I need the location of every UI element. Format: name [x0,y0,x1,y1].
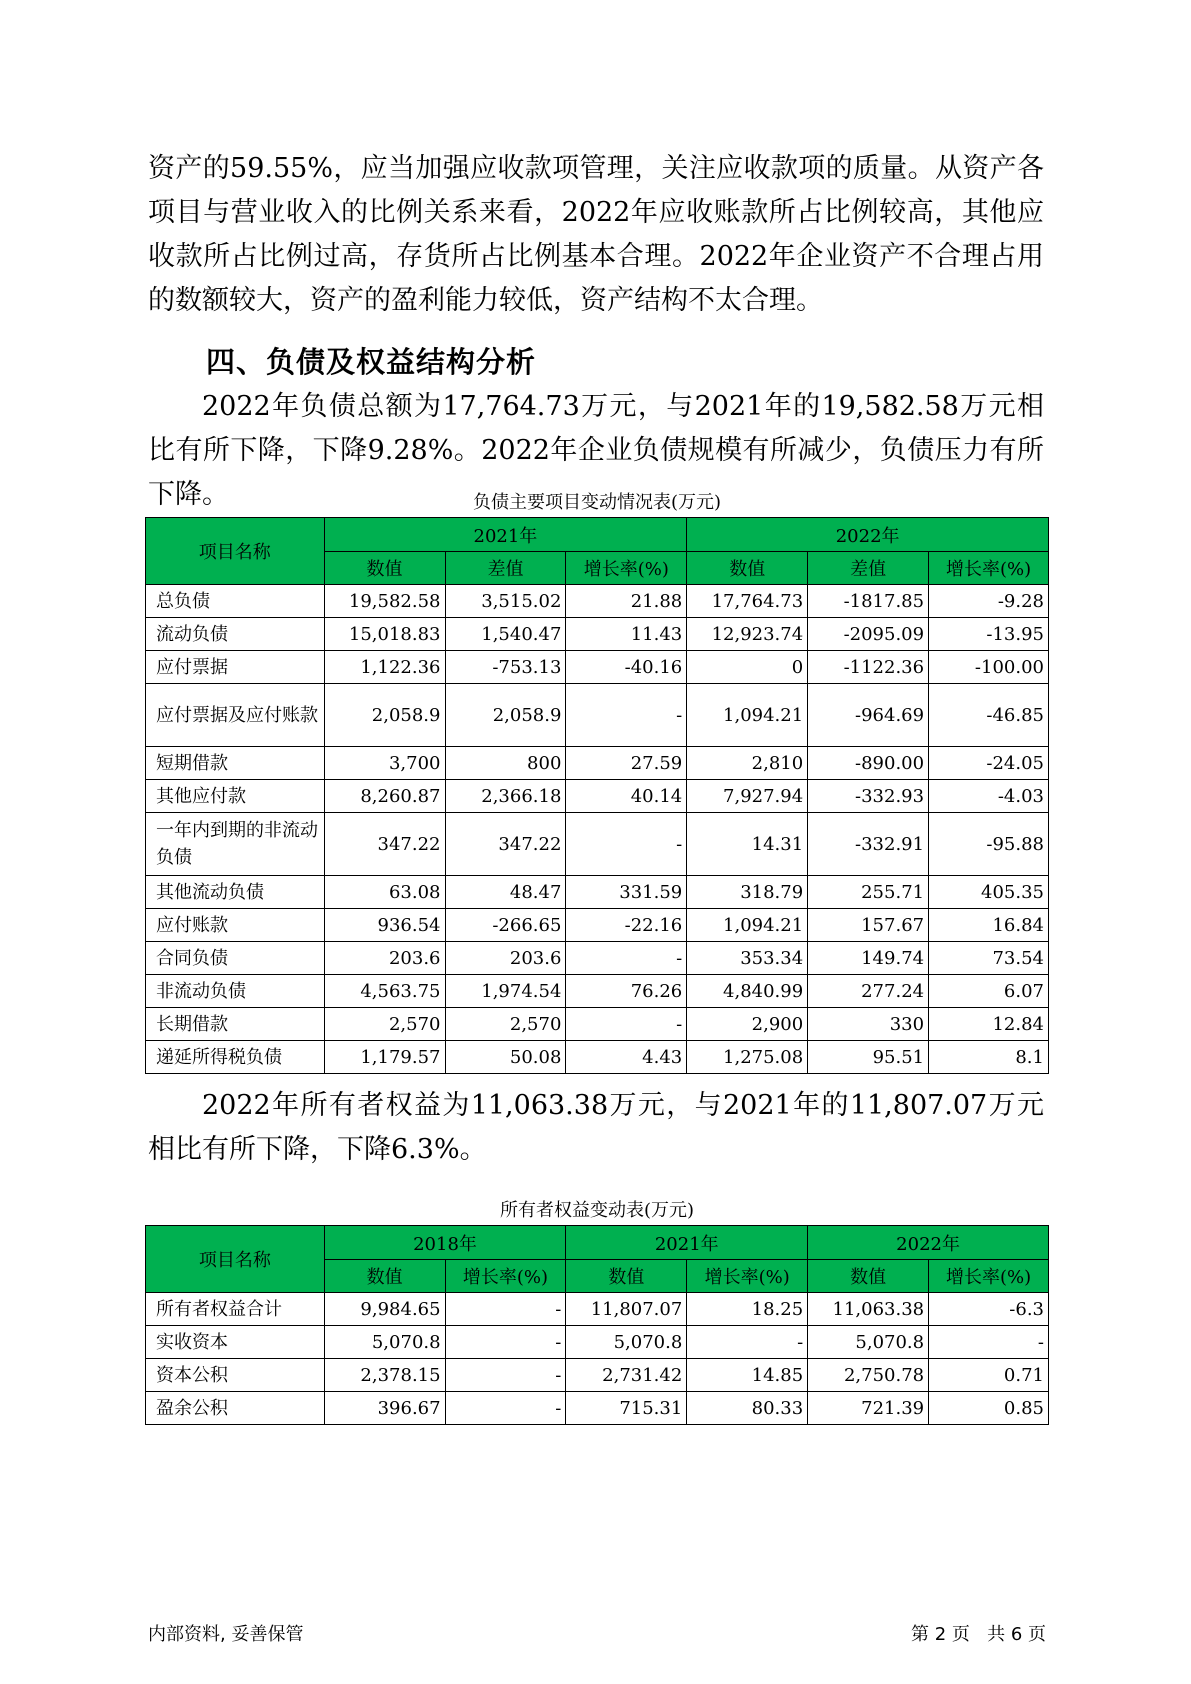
equity-table-caption: 所有者权益变动表(万元) [499,1200,695,1221]
table-cell: 396.67 [324,1392,445,1425]
table-cell: 2,058.9 [324,684,445,747]
table-cell: -46.85 [929,684,1049,747]
equity-table [145,1225,1049,1425]
table-cell: -1122.36 [808,651,929,684]
table-cell: 12.84 [929,1008,1049,1041]
table-cell: -266.65 [445,909,566,942]
row-item-name: 应付票据 [146,651,325,684]
column-header-year: 2021年 [324,518,687,552]
table-cell: 11,807.07 [566,1293,687,1326]
table-cell: -24.05 [929,747,1049,780]
column-header-growth-rate: 增长率(%) [566,552,687,585]
row-item-name: 总负债 [146,585,325,618]
table-cell: -100.00 [929,651,1049,684]
table-row [146,585,1049,618]
row-item-name: 所有者权益合计 [146,1293,325,1326]
table-cell: 27.59 [566,747,687,780]
table-cell: 95.51 [808,1041,929,1074]
table-cell: -964.69 [808,684,929,747]
column-header-growth-rate: 增长率(%) [445,1260,566,1293]
table-cell: 2,058.9 [445,684,566,747]
table-cell: - [445,1326,566,1359]
table-cell: - [445,1392,566,1425]
table-cell: -332.91 [808,813,929,876]
column-header-value: 数值 [808,1260,929,1293]
table-cell: 2,731.42 [566,1359,687,1392]
table-cell: -753.13 [445,651,566,684]
row-item-name: 递延所得税负债 [146,1041,325,1074]
table-cell: -4.03 [929,780,1049,813]
row-item-name: 合同负债 [146,942,325,975]
table-cell: 50.08 [445,1041,566,1074]
column-header-difference: 差值 [808,552,929,585]
table-cell: 16.84 [929,909,1049,942]
table-cell: -332.93 [808,780,929,813]
table-cell: 76.26 [566,975,687,1008]
table-cell: 405.35 [929,876,1049,909]
table-row [146,684,1049,747]
table-cell: 2,378.15 [324,1359,445,1392]
table-cell: 1,094.21 [687,684,808,747]
table-row [146,813,1049,876]
table-cell: 2,570 [324,1008,445,1041]
table-cell: -2095.09 [808,618,929,651]
table-cell: 40.14 [566,780,687,813]
table-cell: 14.85 [687,1359,808,1392]
table-cell: 5,070.8 [324,1326,445,1359]
table-cell: 3,700 [324,747,445,780]
table-cell: 6.07 [929,975,1049,1008]
table-cell: -95.88 [929,813,1049,876]
table-cell: - [566,813,687,876]
column-header-year: 2022年 [808,1226,1049,1260]
column-header-item-name: 项目名称 [146,518,325,585]
table-cell: - [687,1326,808,1359]
table-cell: 1,094.21 [687,909,808,942]
table-cell: 318.79 [687,876,808,909]
table-row [146,909,1049,942]
table-cell: 14.31 [687,813,808,876]
column-header-difference: 差值 [445,552,566,585]
column-header-year: 2021年 [566,1226,808,1260]
column-header-growth-rate: 增长率(%) [929,552,1049,585]
column-header-value: 数值 [324,552,445,585]
table-cell: 2,570 [445,1008,566,1041]
footer-page-number: 第 2 页 共 6 页 [911,1624,1046,1645]
table-cell: 5,070.8 [566,1326,687,1359]
table-cell: 277.24 [808,975,929,1008]
row-item-name: 长期借款 [146,1008,325,1041]
table-cell: 18.25 [687,1293,808,1326]
table-cell: -9.28 [929,585,1049,618]
row-item-name: 资本公积 [146,1359,325,1392]
table-cell: -890.00 [808,747,929,780]
table-cell: 5,070.8 [808,1326,929,1359]
table-cell: -1817.85 [808,585,929,618]
table-row [146,1293,1049,1326]
table-cell: 0 [687,651,808,684]
row-item-name: 应付账款 [146,909,325,942]
table-cell: -40.16 [566,651,687,684]
table-row [146,1359,1049,1392]
table-cell: 1,974.54 [445,975,566,1008]
column-header-value: 数值 [566,1260,687,1293]
row-item-name: 其他流动负债 [146,876,325,909]
table-cell: 21.88 [566,585,687,618]
table-cell: 347.22 [445,813,566,876]
table-cell: 4,563.75 [324,975,445,1008]
table-cell: 4.43 [566,1041,687,1074]
table-row [146,780,1049,813]
table-row [146,876,1049,909]
table-cell: 8,260.87 [324,780,445,813]
table-row [146,618,1049,651]
table-cell: 936.54 [324,909,445,942]
table-cell: 149.74 [808,942,929,975]
row-item-name: 其他应付款 [146,780,325,813]
table-cell: 2,810 [687,747,808,780]
table-cell: 1,179.57 [324,1041,445,1074]
paragraph-asset-summary: 资产的59.55%，应当加强应收款项管理，关注应收款项的质量。从资产各项目与营业收入的比例关系来看，2022年应收账款所占比例较高，其他应收款所占比例过高，存货所占比例基本合理。2022年企业资产不合理占用的数额较大，资产的盈利能力较低，资产结构不太合理。 [148,153,1044,316]
table-cell: 3,515.02 [445,585,566,618]
table-cell: 331.59 [566,876,687,909]
table-cell: 255.71 [808,876,929,909]
table-cell: 715.31 [566,1392,687,1425]
table-cell: 4,840.99 [687,975,808,1008]
table-cell: 1,540.47 [445,618,566,651]
row-item-name: 一年内到期的非流动负债 [146,813,325,876]
liability-table [145,517,1049,1074]
table-cell: 63.08 [324,876,445,909]
table-cell: 19,582.58 [324,585,445,618]
table-cell: 1,122.36 [324,651,445,684]
table-row [146,747,1049,780]
table-cell: - [566,684,687,747]
table-cell: 2,750.78 [808,1359,929,1392]
table-cell: 80.33 [687,1392,808,1425]
row-item-name: 应付票据及应付账款 [146,684,325,747]
paragraph-liability-summary: 2022年负债总额为17,764.73万元，与2021年的19,582.58万元相比有所下降，下降9.28%。2022年企业负债规模有所减少，负债压力有所下降。 [148,391,1044,510]
table-cell: 11,063.38 [808,1293,929,1326]
column-header-year: 2022年 [687,518,1049,552]
table-cell: 1,275.08 [687,1041,808,1074]
table-cell: 353.34 [687,942,808,975]
row-item-name: 盈余公积 [146,1392,325,1425]
row-item-name: 短期借款 [146,747,325,780]
liability-table-caption: 负债主要项目变动情况表(万元) [472,492,722,513]
table-cell: 73.54 [929,942,1049,975]
table-cell: 48.47 [445,876,566,909]
table-cell: 157.67 [808,909,929,942]
table-cell: 0.71 [929,1359,1049,1392]
table-cell: 7,927.94 [687,780,808,813]
column-header-growth-rate: 增长率(%) [929,1260,1049,1293]
row-item-name: 非流动负债 [146,975,325,1008]
row-item-name: 实收资本 [146,1326,325,1359]
table-row [146,975,1049,1008]
column-header-growth-rate: 增长率(%) [687,1260,808,1293]
table-cell: -13.95 [929,618,1049,651]
column-header-year: 2018年 [324,1226,566,1260]
table-row [146,1041,1049,1074]
table-row [146,1008,1049,1041]
table-cell: 330 [808,1008,929,1041]
table-cell: 2,900 [687,1008,808,1041]
table-row [146,1326,1049,1359]
table-cell: - [929,1326,1049,1359]
table-cell: 2,366.18 [445,780,566,813]
table-cell: 12,923.74 [687,618,808,651]
table-cell: 11.43 [566,618,687,651]
footer-confidential-note: 内部资料, 妥善保管 [148,1624,304,1645]
table-cell: - [445,1359,566,1392]
section-heading: 四、负债及权益结构分析 [206,345,537,379]
column-header-value: 数值 [687,552,808,585]
table-cell: -6.3 [929,1293,1049,1326]
table-cell: 15,018.83 [324,618,445,651]
table-row [146,651,1049,684]
table-cell: - [566,1008,687,1041]
table-cell: 0.85 [929,1392,1049,1425]
table-cell: - [445,1293,566,1326]
table-cell: 203.6 [445,942,566,975]
table-cell: 347.22 [324,813,445,876]
table-cell: - [566,942,687,975]
table-cell: 17,764.73 [687,585,808,618]
row-item-name: 流动负债 [146,618,325,651]
table-cell: 800 [445,747,566,780]
table-cell: 721.39 [808,1392,929,1425]
paragraph-equity-summary: 2022年所有者权益为11,063.38万元，与2021年的11,807.07万元相比有所下降，下降6.3%。 [148,1090,1044,1165]
table-row [146,942,1049,975]
table-cell: 203.6 [324,942,445,975]
table-row [146,1392,1049,1425]
column-header-value: 数值 [324,1260,445,1293]
table-cell: 8.1 [929,1041,1049,1074]
table-cell: 9,984.65 [324,1293,445,1326]
column-header-item-name: 项目名称 [146,1226,325,1293]
table-cell: -22.16 [566,909,687,942]
